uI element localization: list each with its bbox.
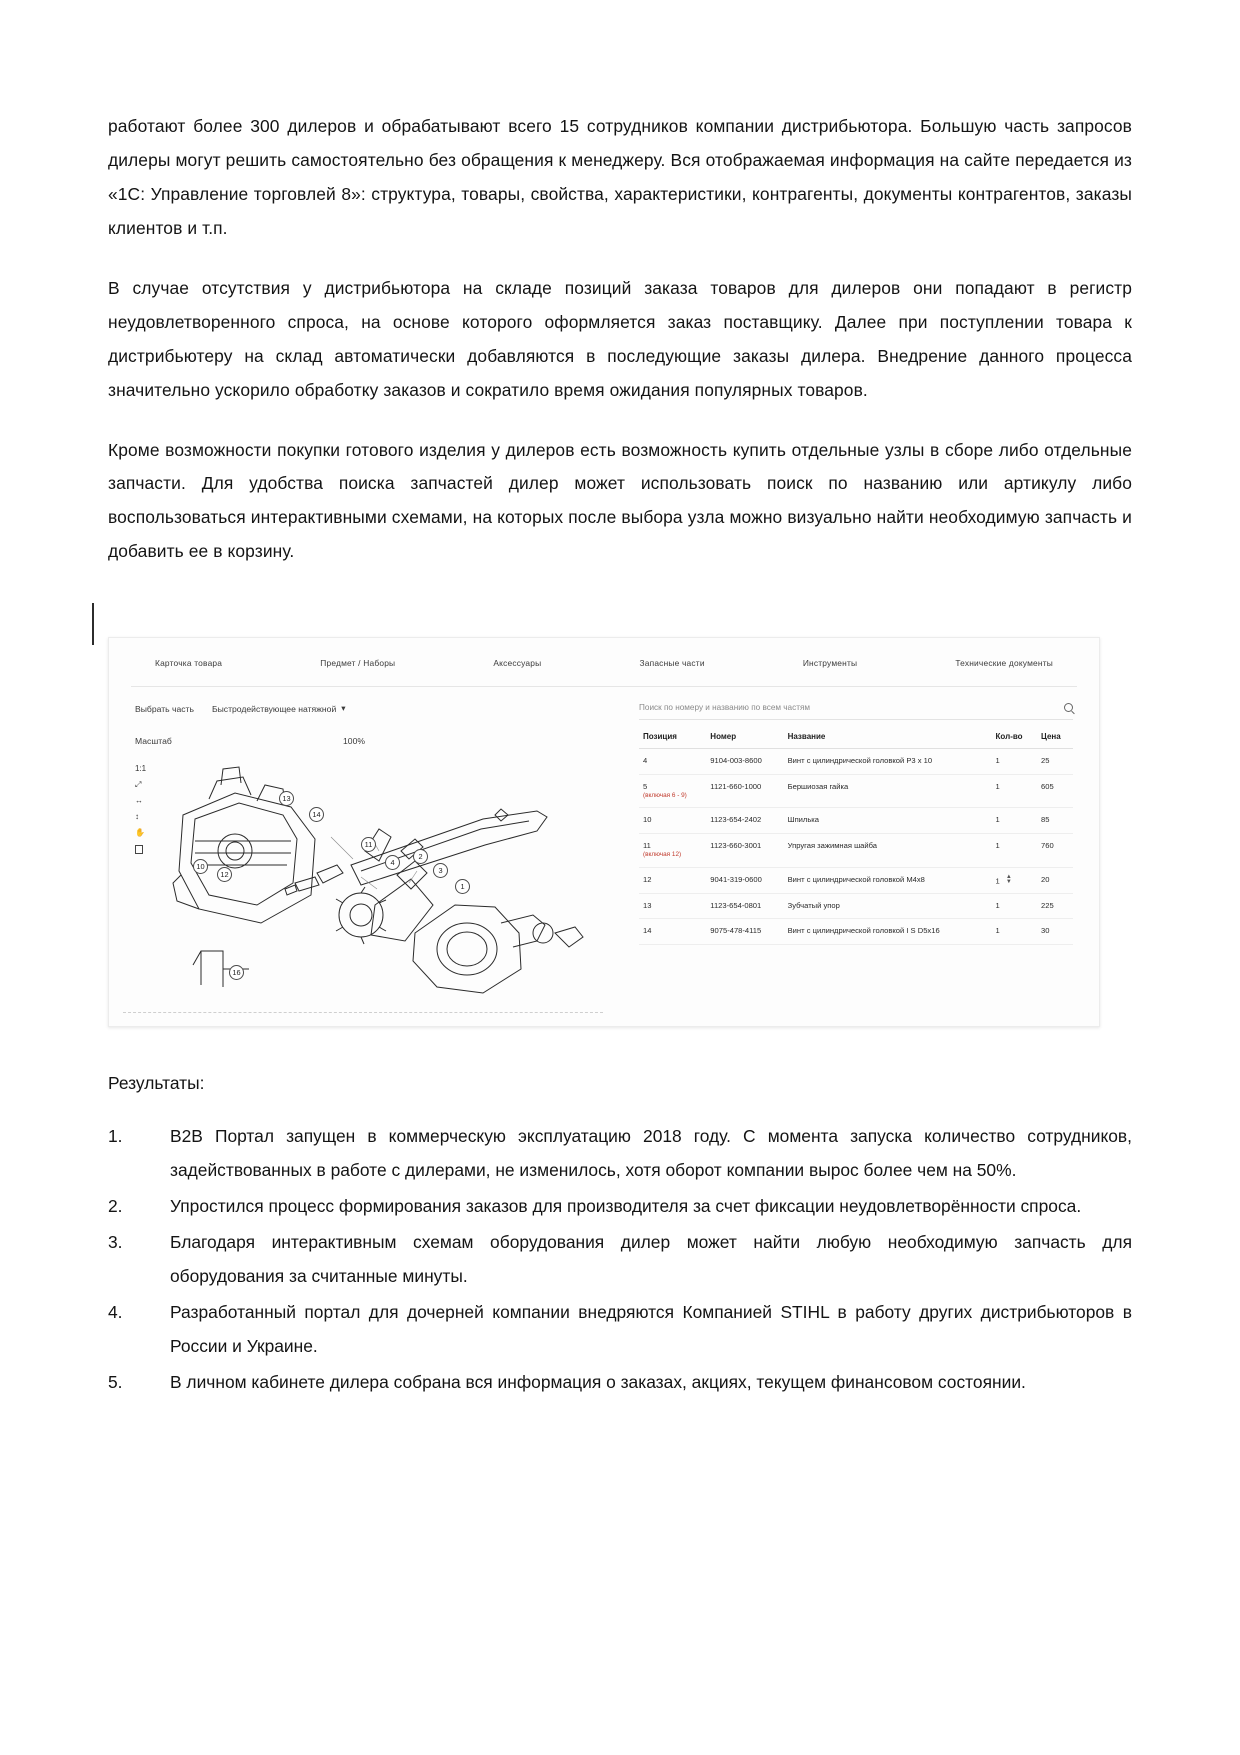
diagram-controls <box>135 703 629 714</box>
position-value: 13 <box>643 901 652 911</box>
paragraph-1: работают более 300 дилеров и обрабатывают всего 15 сотрудников компании дистрибьютора. Большую часть запросов дилеры могут решить самостоятельно без обращения к менеджеру. Вся отображаемая информация на сайте передается из «1С: Управление торговлей 8»: структура, товары, свойства, характеристики, контрагенты, документы контрагентов, заказы клиентов и т.п. <box>108 116 1132 238</box>
cell-quantity[interactable]: 1 <box>992 808 1037 833</box>
table-row[interactable] <box>639 894 1073 919</box>
callout-16[interactable]: 16 <box>229 965 244 980</box>
list-item-number: 2. <box>108 1196 123 1217</box>
hand-icon[interactable]: ✋ <box>135 828 145 838</box>
cell-number: 1123-654-0801 <box>706 894 783 919</box>
list-item-text: Упростился процесс формирования заказов для производителя за счет фиксации неудовлетворённости спроса. <box>170 1196 1082 1217</box>
fit-icon[interactable]: ⤢ <box>135 780 142 790</box>
nav-item-sets[interactable]: Предмет / Наборы <box>320 658 396 669</box>
screenshot-top-nav <box>109 638 1099 678</box>
header-name: Название <box>784 732 992 749</box>
callout-2[interactable]: 2 <box>413 849 428 864</box>
pan-horizontal-icon[interactable]: ↔ <box>135 796 143 806</box>
parts-table-header-row <box>639 732 1073 749</box>
header-number: Номер <box>706 732 783 749</box>
nav-item-spare-parts[interactable]: Запасные части <box>639 658 705 669</box>
cell-name: Шпилька <box>784 808 992 833</box>
cell-quantity[interactable]: 1 <box>992 919 1037 944</box>
nav-item-technical-docs[interactable]: Технические документы <box>955 658 1053 669</box>
table-row[interactable] <box>639 867 1073 894</box>
list-item <box>108 1296 1132 1364</box>
position-value: 11 <box>643 840 651 850</box>
zoom-ratio-label[interactable]: 1:1 <box>135 764 147 774</box>
cell-name: Зубчатый упор <box>784 894 992 919</box>
search-icon[interactable] <box>1064 703 1073 712</box>
cell-quantity[interactable] <box>992 867 1037 894</box>
list-item <box>108 1120 1132 1188</box>
figure-screenshot <box>108 603 1132 1003</box>
assembly-dropdown[interactable] <box>212 703 346 714</box>
cell-price: 225 <box>1037 894 1073 919</box>
callout-4[interactable]: 4 <box>385 855 400 870</box>
rect-select-icon[interactable] <box>135 845 143 854</box>
cell-quantity[interactable]: 1 <box>992 749 1037 774</box>
scale-label: Масштаб <box>135 736 172 747</box>
position-value: 10 <box>643 815 652 825</box>
list-item-number: 1. <box>108 1126 123 1147</box>
cell-quantity[interactable]: 1 <box>992 774 1037 808</box>
table-row[interactable] <box>639 749 1073 774</box>
callout-12[interactable]: 12 <box>217 867 232 882</box>
cell-position <box>639 894 706 919</box>
callout-3[interactable]: 3 <box>433 863 448 878</box>
paragraph-3: Кроме возможности покупки готового изделия у дилеров есть возможность купить отдельные узлы в сборе либо отдельные запчасти. Для удобства поиска запчастей дилер может использовать поиск по названию или артикулу либо воспользоваться интерактивными схемами, на которых после выбора узла можно визуально найти необходимую запчасть и добавить ее в корзину. <box>108 439 1132 562</box>
callout-14[interactable]: 14 <box>309 807 324 822</box>
list-item-number: 3. <box>108 1232 123 1253</box>
list-item <box>108 1366 1132 1400</box>
nav-item-accessories[interactable]: Аксессуары <box>493 658 542 669</box>
header-quantity: Кол-во <box>992 732 1037 749</box>
list-item-text: B2B Портал запущен в коммерческую эксплуатацию 2018 году. С момента запуска количество сотрудников, задействованных в работе с дилерами, не изменилось, хотя оборот компании вырос более чем на 50%. <box>170 1126 1132 1181</box>
margin-rule <box>92 603 94 645</box>
scale-row <box>135 736 365 746</box>
position-note: (включая 6 - 9) <box>643 791 687 799</box>
screenshot-body <box>109 687 1099 1027</box>
list-item <box>108 1226 1132 1294</box>
cell-number: 1123-654-2402 <box>706 808 783 833</box>
position-value: 4 <box>643 756 648 766</box>
cell-number: 9041-319-0600 <box>706 867 783 894</box>
cell-position <box>639 833 706 867</box>
callout-13[interactable]: 13 <box>279 791 294 806</box>
cell-name: Винт с цилиндрической головкой I S D5x16 <box>784 919 992 944</box>
parts-table <box>639 732 1073 944</box>
header-position: Позиция <box>639 732 706 749</box>
callout-11[interactable]: 11 <box>361 837 376 852</box>
select-part-label: Выбрать часть <box>135 703 194 714</box>
list-item <box>108 1190 1132 1224</box>
callout-10[interactable]: 10 <box>193 859 208 874</box>
chevron-down-icon: ▾ <box>341 703 346 714</box>
nav-item-tools[interactable]: Инструменты <box>802 658 858 669</box>
cell-price: 605 <box>1037 774 1073 808</box>
cell-position <box>639 774 706 808</box>
table-row[interactable] <box>639 808 1073 833</box>
list-item-text: Благодаря интерактивным схемам оборудования дилер может найти любую необходимую запчасть для оборудования за считанные минуты. <box>170 1232 1132 1286</box>
assembly-dropdown-value: Быстродействующее натяжной <box>211 703 337 714</box>
cell-name: Винт с цилиндрической головкой M4x8 <box>784 867 992 894</box>
b2b-portal-screenshot <box>108 637 1100 1027</box>
search-input[interactable]: Поиск по номеру и названию по всем частям <box>639 703 811 713</box>
quantity-value: 1 <box>995 875 1000 885</box>
pan-vertical-icon[interactable]: ↕ <box>135 812 139 822</box>
paragraph-2: В случае отсутствия у дистрибьютора на складе позиций заказа товаров для дилеров они попадают в регистр неудовлетворенного спроса, на основе которого оформляется заказ поставщику. Далее при поступлении товара к дистрибьютеру на склад автоматически добавляются в последующие заказы дилера. Внедрение данного процесса значительно ускорило обработку заказов и сократило время ожидания популярных товаров. <box>108 277 1132 400</box>
list-item-number: 4. <box>108 1301 123 1322</box>
cell-name: Винт с цилиндрической головкой P3 x 10 <box>784 749 992 774</box>
cell-number: 9075-478-4115 <box>706 919 783 944</box>
position-value: 5 <box>643 781 648 791</box>
cell-position <box>639 808 706 833</box>
chainsaw-exploded-diagram[interactable] <box>165 755 615 1005</box>
cell-number: 1121-660-1000 <box>706 774 783 808</box>
scale-value[interactable]: 100% <box>343 736 365 747</box>
diagram-toolbar <box>135 765 146 854</box>
diagram-baseline <box>123 1012 603 1013</box>
cell-number: 1123-660-3001 <box>706 833 783 867</box>
results-section <box>108 1073 1132 1400</box>
position-value: 14 <box>643 926 652 936</box>
cell-name: Упругая зажимная шайба <box>784 833 992 867</box>
cell-name: Бершиозая гайка <box>784 774 992 808</box>
parts-panel <box>629 687 1099 1027</box>
table-row[interactable] <box>639 833 1073 867</box>
cell-price: 30 <box>1037 919 1073 944</box>
nav-item-product-card[interactable]: Карточка товара <box>155 658 223 669</box>
callout-1[interactable]: 1 <box>455 879 470 894</box>
list-item-number: 5. <box>108 1371 123 1392</box>
cell-price: 85 <box>1037 808 1073 833</box>
cell-price: 20 <box>1037 867 1073 894</box>
diagram-panel <box>109 687 629 1027</box>
cell-quantity[interactable]: 1 <box>992 833 1037 867</box>
table-row[interactable] <box>639 919 1073 944</box>
position-note: (включая 12) <box>643 850 682 858</box>
cell-price: 760 <box>1037 833 1073 867</box>
cell-position <box>639 919 706 944</box>
cell-number: 9104-003-8600 <box>706 749 783 774</box>
cell-position <box>639 867 706 894</box>
results-heading: Результаты: <box>108 1073 205 1094</box>
table-row[interactable] <box>639 774 1073 808</box>
position-value: 12 <box>643 874 652 884</box>
list-item-text: Разработанный портал для дочерней компании внедряются Компанией STIHL в работу других дистрибьюторов в России и Украине. <box>170 1301 1132 1356</box>
list-item-text: В личном кабинете дилера собрана вся информация о заказах, акциях, текущем финансовом состоянии. <box>170 1371 1026 1392</box>
cell-price: 25 <box>1037 749 1073 774</box>
quantity-stepper[interactable]: ▲ ▼ <box>1005 873 1012 885</box>
cell-quantity[interactable]: 1 <box>992 894 1037 919</box>
header-price: Цена <box>1037 732 1073 749</box>
parts-search[interactable] <box>639 703 1073 720</box>
cell-position <box>639 749 706 774</box>
